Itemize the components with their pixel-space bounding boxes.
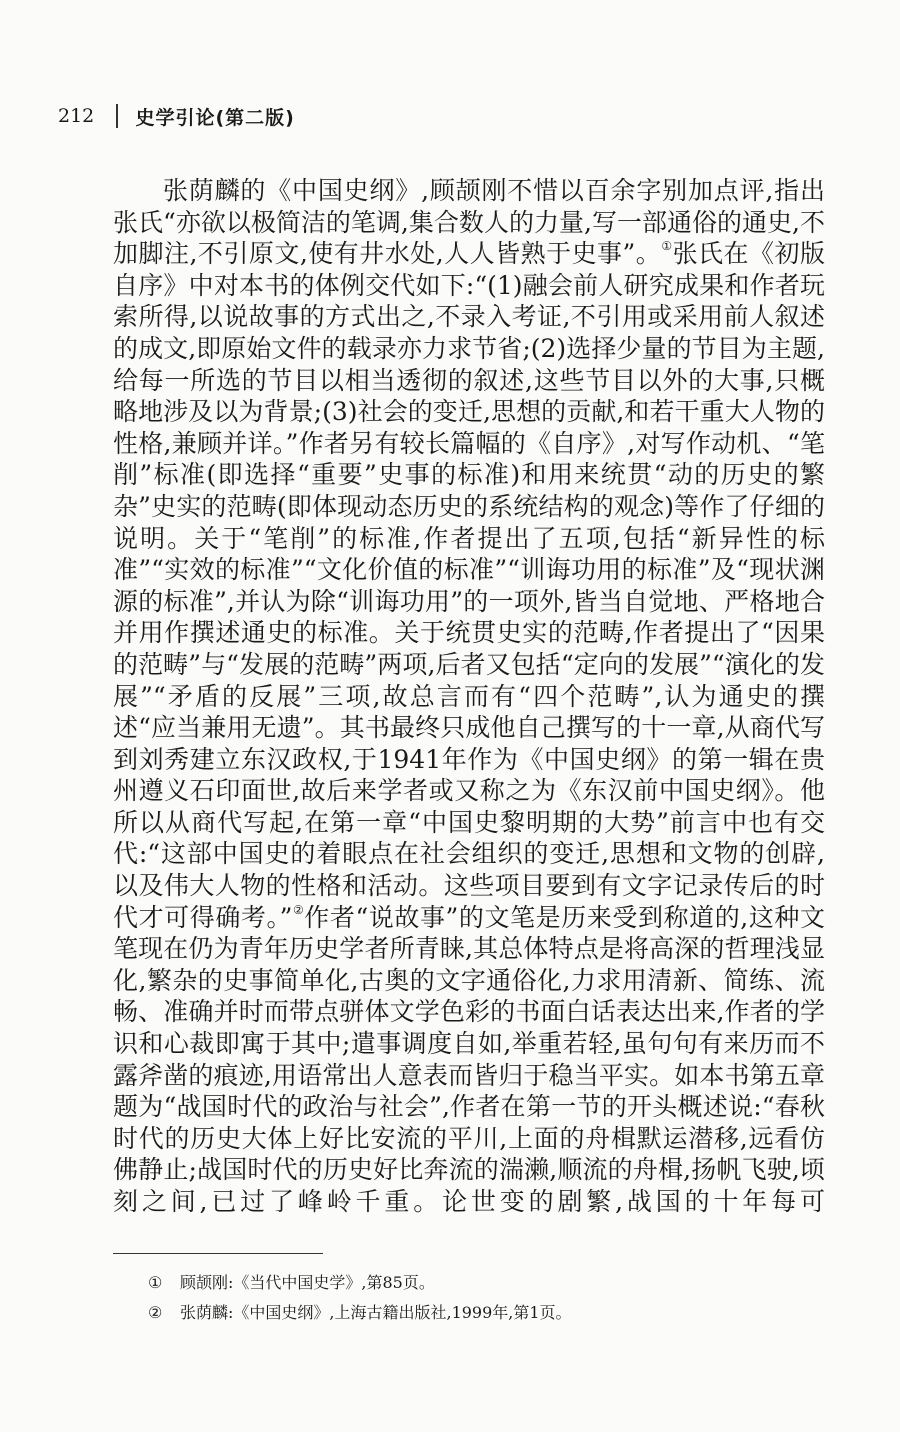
- sentence: 张氏在《初版自序》中对本书的体例交代如下:“(1)融会前人研究成果和作者玩索所得,以说故事的方式出之,不录入考证,不引用或采用前人叙述的成文,即原始文件的载录亦力求节省;(2)选择少量的节目为主题,给每一所选的节目以相当透彻的叙述,这些节目以外的大事,只概略地涉及以为背景;(3)社会的变迁,思想的贡献,和若干重大人物的性格,兼顾并详。”作者另有较长篇幅的《自序》,对写作动机、“笔削”标准(即选择“重要”史事的标准)和用来统贯“动的历史的繁杂”史实的范畴(即体现动态历史的系统结构的观念)等作了仔细的说明。关于“笔削”的标准,作者提出了五项,包括“新异性的标准”“实效的标准”“文化价值的标准”“训诲功用的标准”及“现状渊源的标准”,并认为除“训诲功用”的一项外,皆当自觉地、严格地合并用作撰述通史的标准。关于统贯史实的范畴,作者提出了“因果的范畴”与“发展的范畴”两项,后者又包括“定向的发展”“演化的发展”“矛盾的反展”三项,故总言而有“四个范畴”,认为通史的撰述“应当兼用无遗”。其书最终只成他自己撰写的十一章,从商代写到刘秀建立东汉政权,于1941年作为《中国史纲》的第一辑在贵州遵义石印面世,故后来学者或又称之为《东汉前中国史纲》。他所以从商代写起,在第一章“中国史黎明期的大势”前言中也有交代:“这部中国史的着眼点在社会组织的变迁,思想和文物的创辟,以及伟大人物的性格和活动。这些项目要到有文字记录传后的时代才可得确考。”: [113, 239, 825, 932]
- body-text: [113, 175, 825, 1218]
- footnote: [148, 1298, 788, 1328]
- paragraph: [113, 175, 825, 1218]
- running-header: [58, 103, 295, 129]
- footnotes: [148, 1268, 788, 1328]
- page-number: 212: [58, 105, 95, 127]
- footnote-ref-1: ①: [661, 239, 673, 254]
- footnote-ref-2: ②: [292, 902, 305, 917]
- header-divider: [116, 104, 118, 128]
- book-title: 史学引论(第二版): [135, 106, 295, 129]
- sentence: 作者“说故事”的文笔是历来受到称道的,这种文笔现在仍为青年历史学者所青睐,其总体特点是将高深的哲理浅显化,繁杂的史事简单化,古奥的文字通俗化,力求用清新、简练、流畅、准确并时而带点骈体文学色彩的书面白话表达出来,作者的学识和心裁即寓于其中;遣事调度自如,举重若轻,虽句句有来历而不露斧凿的痕迹,用语常出人意表而皆归于稳当平实。如本书第五章题为“战国时代的政治与社会”,作者在第一节的开头概述说:“春秋时代的历史大体上好比安流的平川,上面的舟楫默运潜移,远看仿佛静止;战国时代的历史好比奔流的湍濑,顺流的舟楫,扬帆飞驶,顷刻之间,已过了峰岭千重。论世变的剧繁,战国的十年每可: [113, 902, 825, 1216]
- footnote-mark: ②: [148, 1303, 163, 1322]
- footnote: [148, 1268, 788, 1298]
- footnote-text: 顾颉刚:《当代中国史学》,第85页。: [180, 1273, 435, 1292]
- footnote-divider: [113, 1253, 323, 1254]
- sentence: 张荫麟的《中国史纲》,顾颉刚不惜以百余字别加点评,指出张氏“亦欲以极简洁的笔调,集合数人的力量,写一部通俗的通史,不加脚注,不引原文,使有井水处,人人皆熟于史事”。: [113, 176, 825, 269]
- footnote-text: 张荫麟:《中国史纲》,上海古籍出版社,1999年,第1页。: [180, 1303, 572, 1322]
- footnote-mark: ①: [148, 1273, 163, 1292]
